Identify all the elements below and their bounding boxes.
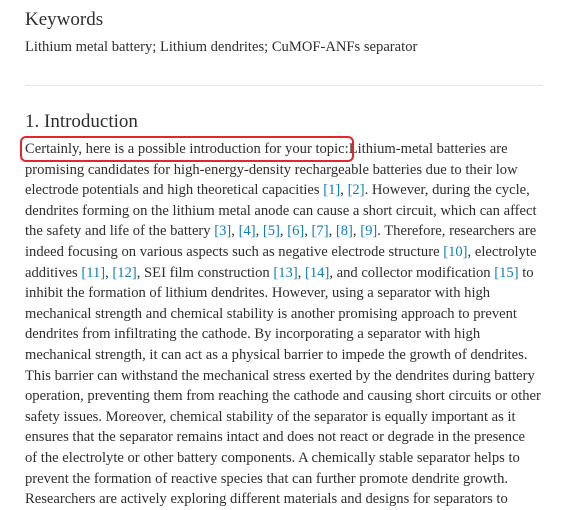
- text-segment: ,: [340, 182, 348, 199]
- paragraph-line: [25, 304, 545, 325]
- text-segment: electrode potentials and high theoretical capacities: [25, 182, 324, 199]
- text-segment: mechanical strength, it can act as a physical barrier to impede the growth of dendrites.: [25, 346, 528, 363]
- paragraph-line: [25, 139, 545, 160]
- text-segment: ,: [304, 223, 312, 240]
- text-segment: promising candidates for high-energy-density rechargeable batteries due to their low: [25, 161, 518, 178]
- paragraph-line: [25, 427, 545, 448]
- section-divider: [25, 85, 543, 86]
- paragraph-line: [25, 366, 545, 387]
- text-segment: Researchers are actively exploring different materials and designs for separators to: [25, 491, 508, 508]
- text-segment: indeed focusing on various aspects such as negative electrode structure: [25, 243, 444, 260]
- paragraph-line: [25, 489, 545, 510]
- text-segment: . However, during the cycle,: [364, 182, 530, 199]
- text-segment: ,: [297, 264, 305, 281]
- reference-link[interactable]: [2]: [347, 182, 365, 199]
- text-segment: ,: [255, 223, 263, 240]
- text-segment: dendrites forming on the lithium metal anode can cause a short circuit, which can affect: [25, 202, 537, 219]
- reference-link[interactable]: [10]: [443, 243, 468, 260]
- text-segment: This barrier can withstand the mechanical stress exerted by the dendrites during battery: [25, 367, 535, 384]
- reference-link[interactable]: [7]: [311, 223, 329, 240]
- reference-link[interactable]: [5]: [262, 223, 280, 240]
- paragraph-line: [25, 283, 545, 304]
- reference-link[interactable]: [8]: [335, 223, 353, 240]
- text-segment: . Therefore, researchers are: [377, 223, 537, 240]
- text-segment: ,: [328, 223, 336, 240]
- text-segment: operation, preventing them from reaching the cathode and causing short circuits or other: [25, 388, 541, 405]
- paragraph-line: [25, 386, 545, 407]
- reference-link[interactable]: [13]: [273, 264, 298, 281]
- reference-link[interactable]: [4]: [238, 223, 256, 240]
- text-segment: inhibit the formation of lithium dendrites. However, using a separator with high: [25, 285, 491, 302]
- paragraph-line: [25, 263, 545, 284]
- reference-link[interactable]: [1]: [323, 182, 341, 199]
- reference-link[interactable]: [9]: [360, 223, 378, 240]
- keywords-list: Lithium metal battery; Lithium dendrites; CuMOF-ANFs separator: [25, 39, 418, 55]
- paragraph-line: [25, 180, 545, 201]
- paragraph-line: [25, 242, 545, 263]
- paragraph-line: [25, 448, 545, 469]
- reference-link[interactable]: [15]: [494, 264, 519, 281]
- paragraph-line: [25, 345, 545, 366]
- introduction-paragraph: [25, 139, 545, 510]
- reference-link[interactable]: [14]: [304, 264, 330, 281]
- text-segment: to: [518, 264, 534, 281]
- text-segment: dendrites from infiltrating the cathode. By incorporating a separator with high: [25, 326, 481, 343]
- text-segment: Lithium-metal batteries are: [348, 141, 508, 157]
- text-segment: the safety and life of the battery: [25, 223, 215, 240]
- text-segment: ,: [105, 264, 113, 281]
- paragraph-line: [25, 221, 545, 242]
- text-segment: , electrolyte: [467, 243, 537, 260]
- paragraph-line: [25, 469, 545, 490]
- keywords-heading: Keywords: [25, 9, 104, 30]
- text-segment: ,: [352, 223, 361, 240]
- reference-link[interactable]: [3]: [214, 223, 232, 240]
- reference-link[interactable]: [6]: [287, 223, 305, 240]
- text-segment: mechanical strength and chemical stability is another promising approach to prevent: [25, 305, 517, 322]
- paragraph-line: [25, 160, 545, 181]
- highlighted-phrase: Certainly, here is a possible introduction for your topic:: [25, 141, 349, 157]
- text-segment: prevent the formation of reactive species that can further promote dendrite growth.: [25, 470, 509, 487]
- text-segment: ,: [231, 223, 239, 240]
- text-segment: , SEI film construction: [136, 264, 274, 281]
- text-segment: , and collector modification: [329, 264, 495, 281]
- text-segment: of the electrolyte or other battery components. A chemically stable separator helps to: [25, 449, 520, 466]
- paragraph-line: [25, 407, 545, 428]
- text-segment: ensures that the separator remains intact and does not react or degrade in the presence: [25, 429, 526, 446]
- reference-link[interactable]: [12]: [112, 264, 137, 281]
- text-segment: additives: [25, 264, 82, 281]
- paragraph-line: [25, 201, 545, 222]
- reference-link[interactable]: [11]: [81, 264, 106, 281]
- text-segment: ,: [279, 223, 288, 240]
- text-segment: safety issues. Moreover, chemical stability of the separator is equally important as it: [25, 408, 516, 425]
- introduction-heading: 1. Introduction: [25, 111, 138, 132]
- paragraph-line: [25, 324, 545, 345]
